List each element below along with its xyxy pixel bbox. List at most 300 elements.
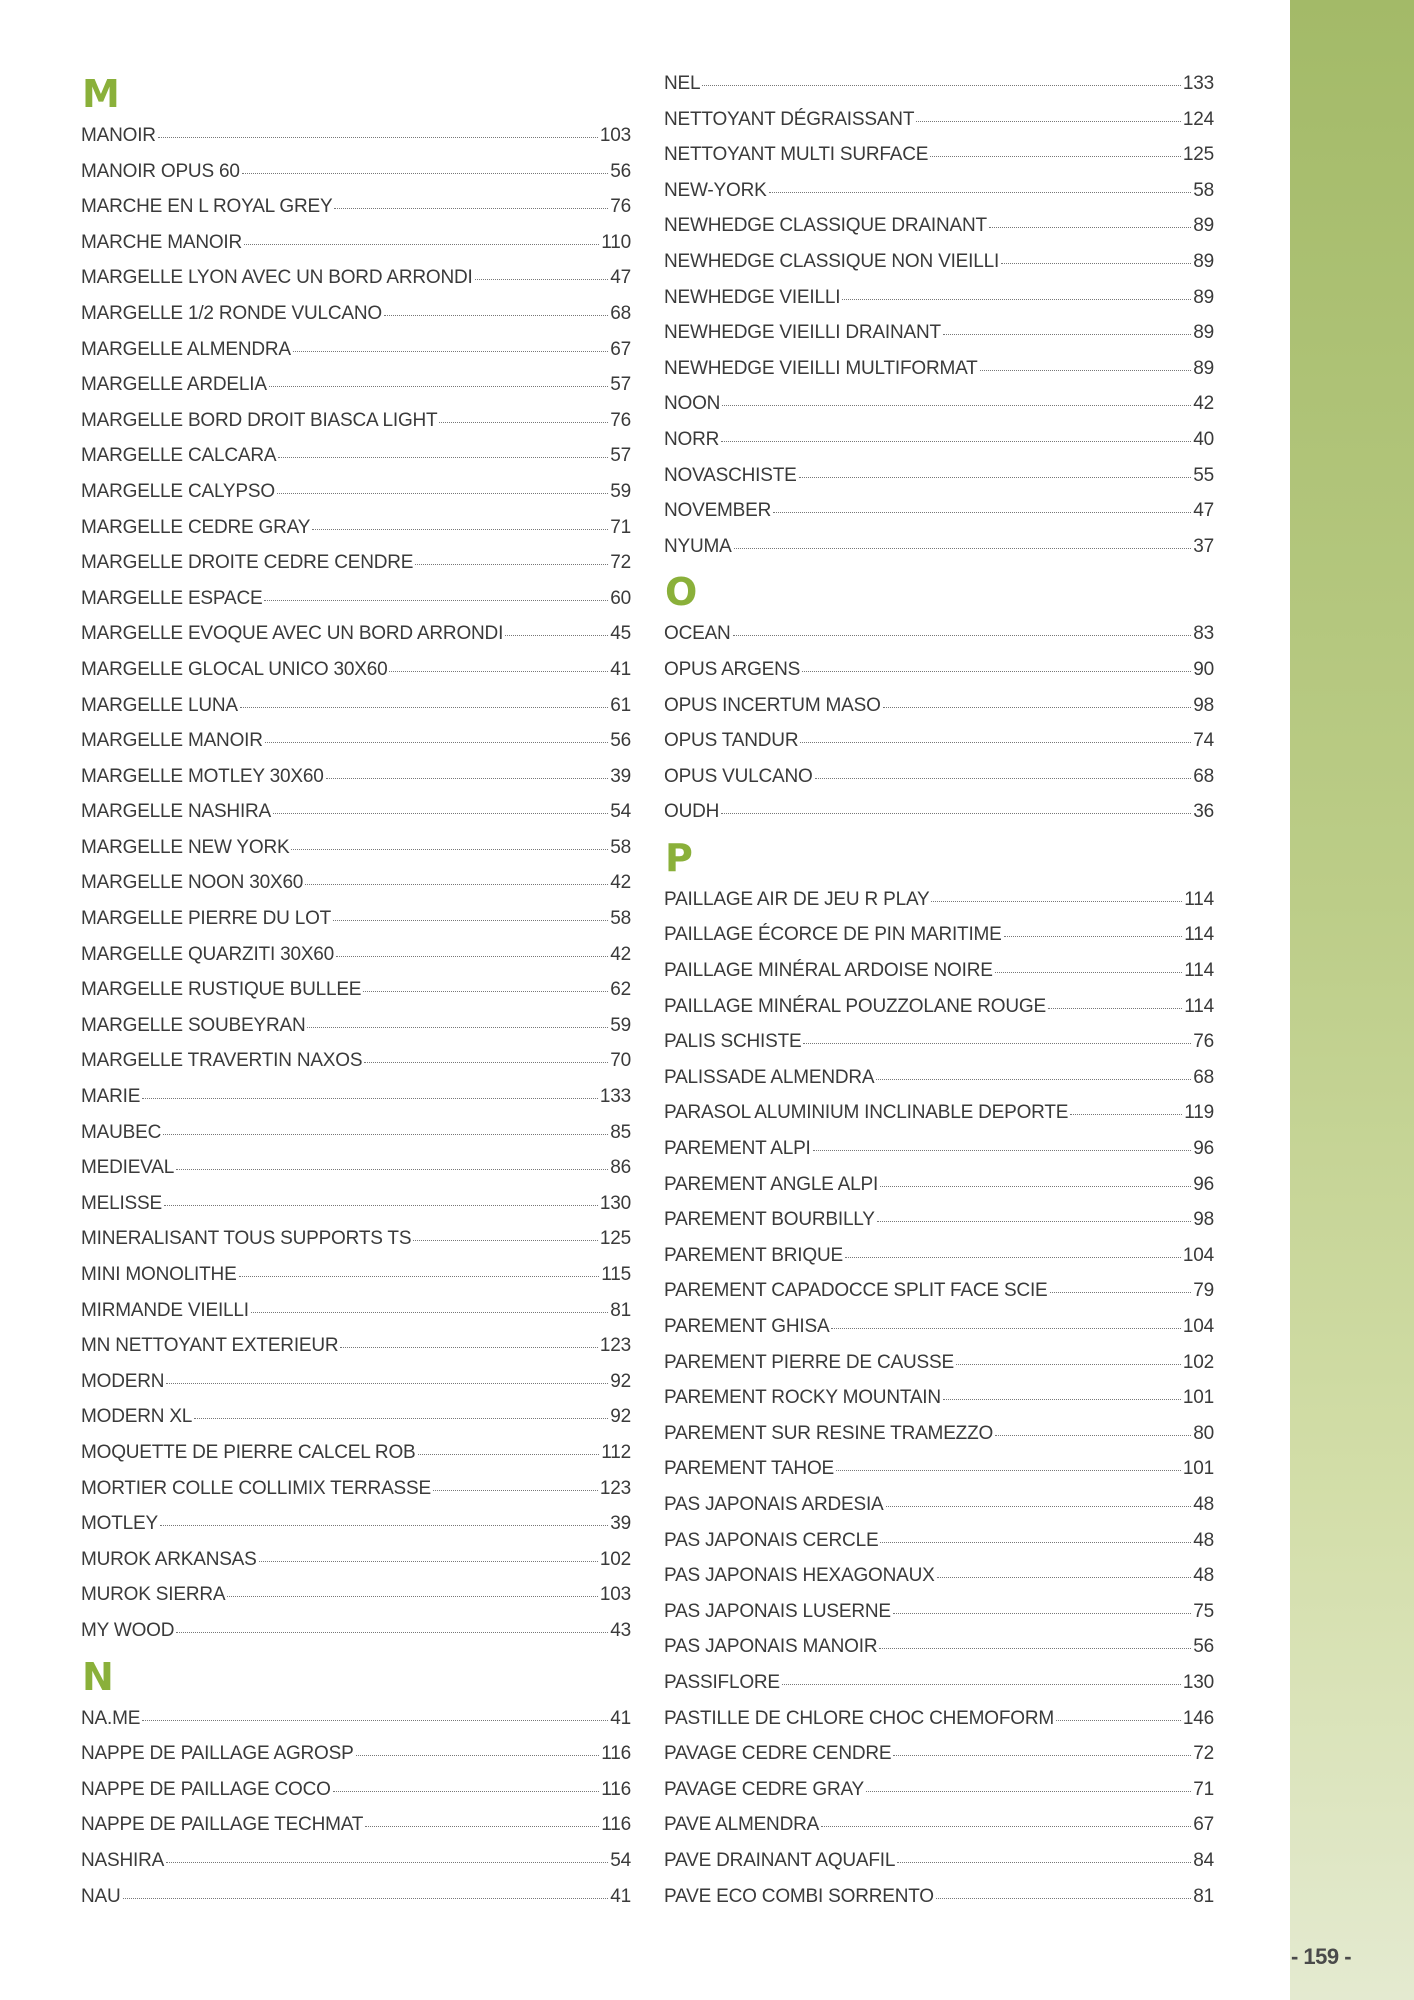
index-entry [81,1807,631,1843]
dot-leader [415,563,608,565]
entry-page: 86 [610,1157,631,1179]
dot-leader [277,492,608,494]
index-entry [664,652,1214,688]
entry-name: PAS JAPONAIS ARDESIA [664,1493,884,1515]
entry-page: 89 [1193,250,1214,272]
index-entry [664,953,1214,989]
dot-leader [880,1185,1191,1187]
dot-leader [418,1453,600,1455]
entry-page: 133 [599,1086,631,1108]
entry-name: OPUS VULCANO [664,765,813,787]
entry-page: 61 [610,694,631,716]
index-entry [664,1487,1214,1523]
dot-leader [845,1256,1181,1258]
index-column-right [664,66,1214,1914]
entry-page: 62 [610,979,631,1001]
entry-page: 124 [1182,108,1214,130]
entry-name: MARGELLE ALMENDRA [81,338,291,360]
entry-name: OPUS INCERTUM MASO [664,694,881,716]
dot-leader [799,476,1192,478]
entry-name: MARGELLE BORD DROIT BIASCA LIGHT [81,409,438,431]
index-entry [81,865,631,901]
entry-page: 41 [610,658,631,680]
entry-page: 116 [601,1778,631,1800]
entry-name: NEWHEDGE CLASSIQUE NON VIEILLI [664,250,1000,272]
dot-leader [291,848,608,850]
dot-leader [240,706,608,708]
index-entry [664,1807,1214,1843]
entry-name: MARGELLE DROITE CEDRE CENDRE [81,552,414,574]
index-entry [81,616,631,652]
entry-name: PAREMENT PIERRE DE CAUSSE [664,1351,954,1373]
entry-page: 57 [610,374,631,396]
index-entry [81,1772,631,1808]
entry-name: MARGELLE NEW YORK [81,836,290,858]
dot-leader [931,900,1182,902]
entry-name: PAS JAPONAIS CERCLE [664,1529,879,1551]
entry-page: 76 [610,196,631,218]
entry-page: 58 [1193,179,1214,201]
entry-page: 85 [610,1121,631,1143]
dot-leader [989,226,1191,228]
dot-leader [365,1825,599,1827]
dot-leader [937,1576,1192,1578]
entry-page: 114 [1184,960,1214,982]
index-entry [81,296,631,332]
dot-leader [980,369,1192,371]
entry-page: 103 [599,1584,631,1606]
dot-leader [943,333,1191,335]
entry-name: MARGELLE SOUBEYRAN [81,1014,306,1036]
dot-leader [821,1825,1191,1827]
index-entry [81,830,631,866]
entry-page: 114 [1184,888,1214,910]
index-entry [664,1238,1214,1274]
entry-page: 67 [610,338,631,360]
entry-page: 146 [1182,1707,1214,1729]
entry-page: 125 [599,1228,631,1250]
index-entry [664,1345,1214,1381]
index-entry [664,529,1214,565]
dot-leader [239,1275,600,1277]
index-entry [664,315,1214,351]
entry-name: PAILLAGE MINÉRAL ARDOISE NOIRE [664,960,993,982]
index-entry [664,1736,1214,1772]
index-entry [81,154,631,190]
dot-leader [880,1541,1191,1543]
entry-name: PAREMENT CAPADOCCE SPLIT FACE SCIE [664,1280,1048,1302]
index-entry [664,1380,1214,1416]
dot-leader [803,1042,1191,1044]
entry-page: 42 [610,943,631,965]
dot-leader [251,1311,608,1313]
dot-leader [142,1719,608,1721]
index-entry [81,688,631,724]
index-entry [81,510,631,546]
entry-page: 89 [1193,357,1214,379]
index-entry [664,989,1214,1025]
entry-name: MARGELLE NASHIRA [81,801,272,823]
entry-page: 96 [1193,1173,1214,1195]
dot-leader [866,1790,1191,1792]
index-entry [81,1701,631,1737]
index-entry [81,723,631,759]
entry-name: MINI MONOLITHE [81,1264,237,1285]
dot-leader [893,1612,1191,1614]
dot-leader [893,1754,1191,1756]
entry-page: 81 [610,1299,631,1321]
index-entry [81,332,631,368]
dot-leader [879,1647,1191,1649]
dot-leader [475,278,609,280]
entry-name: NEWHEDGE VIEILLI MULTIFORMAT [664,357,978,379]
entry-page: 96 [1193,1138,1214,1160]
entry-name: MOTLEY [81,1513,158,1535]
index-entry [664,280,1214,316]
entry-page: 68 [610,302,631,324]
entry-name: PAREMENT TAHOE [664,1458,834,1480]
index-entry [664,917,1214,953]
index-entry [664,1665,1214,1701]
dot-leader [142,1097,598,1099]
index-entry [664,1202,1214,1238]
dot-leader [273,812,608,814]
entry-page: 47 [1193,500,1214,522]
entry-page: 74 [1193,730,1214,752]
index-entry [81,1435,631,1471]
dot-leader [164,1204,598,1206]
index-entry [81,1364,631,1400]
entry-name: NA.ME [81,1707,141,1729]
index-entry [81,1043,631,1079]
entry-name: MIRMANDE VIEILLI [81,1299,249,1321]
dot-leader [269,385,608,387]
dot-leader [1056,1719,1181,1721]
dot-leader [364,1061,608,1063]
entry-page: 79 [1193,1280,1214,1302]
entry-name: NEWHEDGE VIEILLI DRAINANT [664,322,941,344]
dot-leader [956,1363,1181,1365]
entry-name: MORTIER COLLE COLLIMIX TERRASSE [81,1477,431,1499]
entry-page: 56 [1193,1636,1214,1658]
entry-name: MODERN XL [81,1406,193,1428]
dot-leader [702,84,1181,86]
dot-leader [334,207,608,209]
index-entry [664,244,1214,280]
dot-leader [293,350,608,352]
dot-leader [1001,262,1191,264]
entry-name: PAS JAPONAIS HEXAGONAUX [664,1565,935,1587]
dot-leader [278,456,608,458]
entry-name: PAREMENT GHISA [664,1316,830,1337]
entry-page: 37 [1193,535,1214,557]
entry-name: NEWHEDGE VIEILLI [664,286,841,308]
index-entry [664,723,1214,759]
dot-leader [995,971,1183,973]
entry-page: 67 [1193,1814,1214,1836]
entry-name: MARGELLE GLOCAL UNICO 30X60 [81,658,388,680]
dot-leader [312,528,608,530]
dot-leader [158,136,598,138]
entry-page: 119 [1184,1102,1214,1124]
entry-name: PARASOL ALUMINIUM INCLINABLE DEPORTE [664,1102,1069,1124]
index-entry [81,1150,631,1186]
entry-name: PASSIFLORE [664,1671,780,1693]
entry-page: 84 [1193,1849,1214,1871]
letter-heading: O [665,570,698,615]
dot-leader [1070,1113,1182,1115]
entry-page: 42 [1193,393,1214,415]
index-entry [81,972,631,1008]
entry-name: PAREMENT BRIQUE [664,1244,843,1266]
entry-name: PAVE DRAINANT AQUAFIL [664,1849,896,1871]
dot-leader [264,599,608,601]
entry-name: PASTILLE DE CHLORE CHOC CHEMOFORM [664,1707,1054,1729]
entry-page: 125 [1182,144,1214,166]
entry-page: 56 [610,730,631,752]
index-entry [664,759,1214,795]
index-entry [664,882,1214,918]
index-entry [81,1879,631,1915]
index-entry [664,1629,1214,1665]
index-entry [81,1471,631,1507]
entry-name: MARGELLE MANOIR [81,730,263,752]
entry-name: NAPPE DE PAILLAGE AGROSP [81,1743,354,1765]
index-entry [664,1095,1214,1131]
dot-leader [721,812,1191,814]
dot-leader [831,1327,1180,1329]
dot-leader [259,1560,598,1562]
dot-leader [943,1398,1181,1400]
entry-name: MARGELLE RUSTIQUE BULLEE [81,979,362,1001]
entry-page: 75 [1193,1600,1214,1622]
index-entry [664,1273,1214,1309]
entry-name: MARIE [81,1086,141,1108]
dot-leader [802,670,1191,672]
entry-page: 103 [599,125,631,146]
entry-name: NETTOYANT MULTI SURFACE [664,144,929,166]
dot-leader [930,155,1181,157]
entry-page: 41 [610,1885,631,1907]
dot-leader [166,1861,608,1863]
index-entry [81,759,631,795]
entry-page: 102 [1182,1351,1214,1373]
entry-name: MARGELLE CALCARA [81,445,277,467]
entry-name: MARGELLE QUARZITI 30X60 [81,943,335,965]
entry-page: 76 [1193,1031,1214,1053]
entry-page: 47 [610,267,631,289]
entry-name: MANOIR OPUS 60 [81,160,240,182]
index-entry [664,794,1214,830]
entry-page: 56 [610,160,631,182]
entry-page: 123 [599,1335,631,1357]
entry-page: 71 [1193,1778,1214,1800]
dot-leader [936,1897,1191,1899]
entry-page: 68 [1193,1066,1214,1088]
entry-page: 43 [610,1619,631,1641]
dot-leader [389,670,608,672]
dot-leader [836,1469,1181,1471]
entry-name: MUROK ARKANSAS [81,1548,257,1570]
dot-leader [877,1220,1192,1222]
entry-page: 83 [1193,623,1214,645]
entry-page: 48 [1193,1529,1214,1551]
dot-leader [721,440,1191,442]
dot-leader [333,919,608,921]
entry-name: MARGELLE TRAVERTIN NAXOS [81,1050,363,1072]
index-entry [81,652,631,688]
entry-name: MARGELLE LUNA [81,694,238,716]
entry-page: 101 [1182,1387,1214,1409]
dot-leader [356,1754,600,1756]
page-number: - 159 - [1290,1944,1352,1969]
entry-page: 54 [610,801,631,823]
index-entry [81,1328,631,1364]
entry-name: MOQUETTE DE PIERRE CALCEL ROB [81,1441,416,1463]
dot-leader [886,1505,1192,1507]
dot-leader [333,1790,600,1792]
entry-name: MN NETTOYANT EXTERIEUR [81,1335,339,1357]
index-entry [664,386,1214,422]
entry-page: 42 [610,872,631,894]
entry-page: 39 [610,1513,631,1535]
entry-page: 72 [1193,1743,1214,1765]
index-entry [81,189,631,225]
dot-leader [123,1897,609,1899]
index-entry [81,1079,631,1115]
index-entry [664,137,1214,173]
entry-page: 110 [601,231,631,253]
entry-name: NAU [81,1885,121,1907]
dot-leader [227,1595,598,1597]
entry-page: 92 [610,1370,631,1392]
index-entry [81,260,631,296]
entry-name: MEDIEVAL [81,1157,175,1179]
index-entry [664,1701,1214,1737]
index-entry [81,1008,631,1044]
dot-leader [505,634,608,636]
entry-name: MANOIR [81,125,156,146]
dot-leader [363,990,608,992]
index-entry [81,1399,631,1435]
entry-page: 39 [610,765,631,787]
dot-leader [916,120,1181,122]
entry-name: NAPPE DE PAILLAGE TECHMAT [81,1814,364,1836]
entry-page: 104 [1182,1244,1214,1266]
entry-page: 112 [601,1441,631,1463]
entry-name: OPUS TANDUR [664,730,799,752]
index-entry [81,1613,631,1649]
dot-leader [439,421,608,423]
decorative-side-band [1290,0,1414,2000]
dot-leader [176,1168,608,1170]
entry-page: 71 [610,516,631,538]
entry-name: MUROK SIERRA [81,1584,226,1606]
dot-leader [769,191,1192,193]
index-entry [664,1060,1214,1096]
entry-page: 41 [610,1707,631,1729]
dot-leader [813,1149,1192,1151]
entry-name: NOVEMBER [664,500,772,522]
index-entry [81,1736,631,1772]
dot-leader [433,1489,598,1491]
index-entry [81,367,631,403]
dot-leader [995,1434,1191,1436]
entry-name: MARGELLE CEDRE GRAY [81,516,311,538]
entry-page: 130 [1182,1671,1214,1693]
letter-heading: P [665,835,693,880]
index-entry [664,1594,1214,1630]
entry-name: PAREMENT SUR RESINE TRAMEZZO [664,1422,994,1444]
dot-leader [340,1346,597,1348]
index-entry [664,1843,1214,1879]
index-entry [81,1542,631,1578]
entry-page: 101 [1182,1458,1214,1480]
entry-page: 98 [1193,1209,1214,1231]
entry-name: OUDH [664,801,720,823]
entry-name: PAS JAPONAIS MANOIR [664,1636,878,1658]
letter-heading: N [82,1654,114,1699]
letter-heading: M [82,72,120,116]
entry-page: 133 [1182,73,1214,94]
dot-leader [336,955,608,957]
dot-leader [265,741,609,743]
entry-name: MARCHE EN L ROYAL GREY [81,196,333,218]
dot-leader [897,1861,1191,1863]
index-entry [664,102,1214,138]
entry-page: 116 [601,1743,631,1765]
index-entry [81,937,631,973]
index-entry [81,438,631,474]
entry-name: NOON [664,393,721,415]
entry-name: PAVE ECO COMBI SORRENTO [664,1885,934,1907]
index-entry [664,1416,1214,1452]
dot-leader [194,1417,608,1419]
index-entry [664,173,1214,209]
dot-leader [176,1631,608,1633]
entry-name: PAVAGE CEDRE GRAY [664,1778,865,1800]
index-entry [81,794,631,830]
index-entry [81,1506,631,1542]
entry-page: 45 [610,623,631,645]
entry-page: 40 [1193,428,1214,450]
index-entry [81,545,631,581]
index-entry [664,688,1214,724]
entry-page: 115 [601,1264,631,1285]
entry-page: 48 [1193,1493,1214,1515]
entry-name: OPUS ARGENS [664,658,801,680]
dot-leader [242,172,609,174]
index-entry [664,1024,1214,1060]
dot-leader [800,741,1191,743]
entry-page: 58 [610,836,631,858]
dot-leader [244,243,599,245]
entry-page: 59 [610,480,631,502]
entry-page: 57 [610,445,631,467]
dot-leader [782,1683,1181,1685]
entry-name: PAILLAGE AIR DE JEU R PLAY [664,888,930,910]
entry-page: 104 [1182,1316,1214,1337]
entry-page: 36 [1193,801,1214,823]
index-entry [81,225,631,261]
entry-name: PALIS SCHISTE [664,1031,802,1053]
index-entry [664,1523,1214,1559]
entry-name: PAS JAPONAIS LUSERNE [664,1600,891,1622]
entry-page: 60 [610,587,631,609]
index-entry [664,208,1214,244]
entry-page: 59 [610,1014,631,1036]
index-entry [81,118,631,154]
